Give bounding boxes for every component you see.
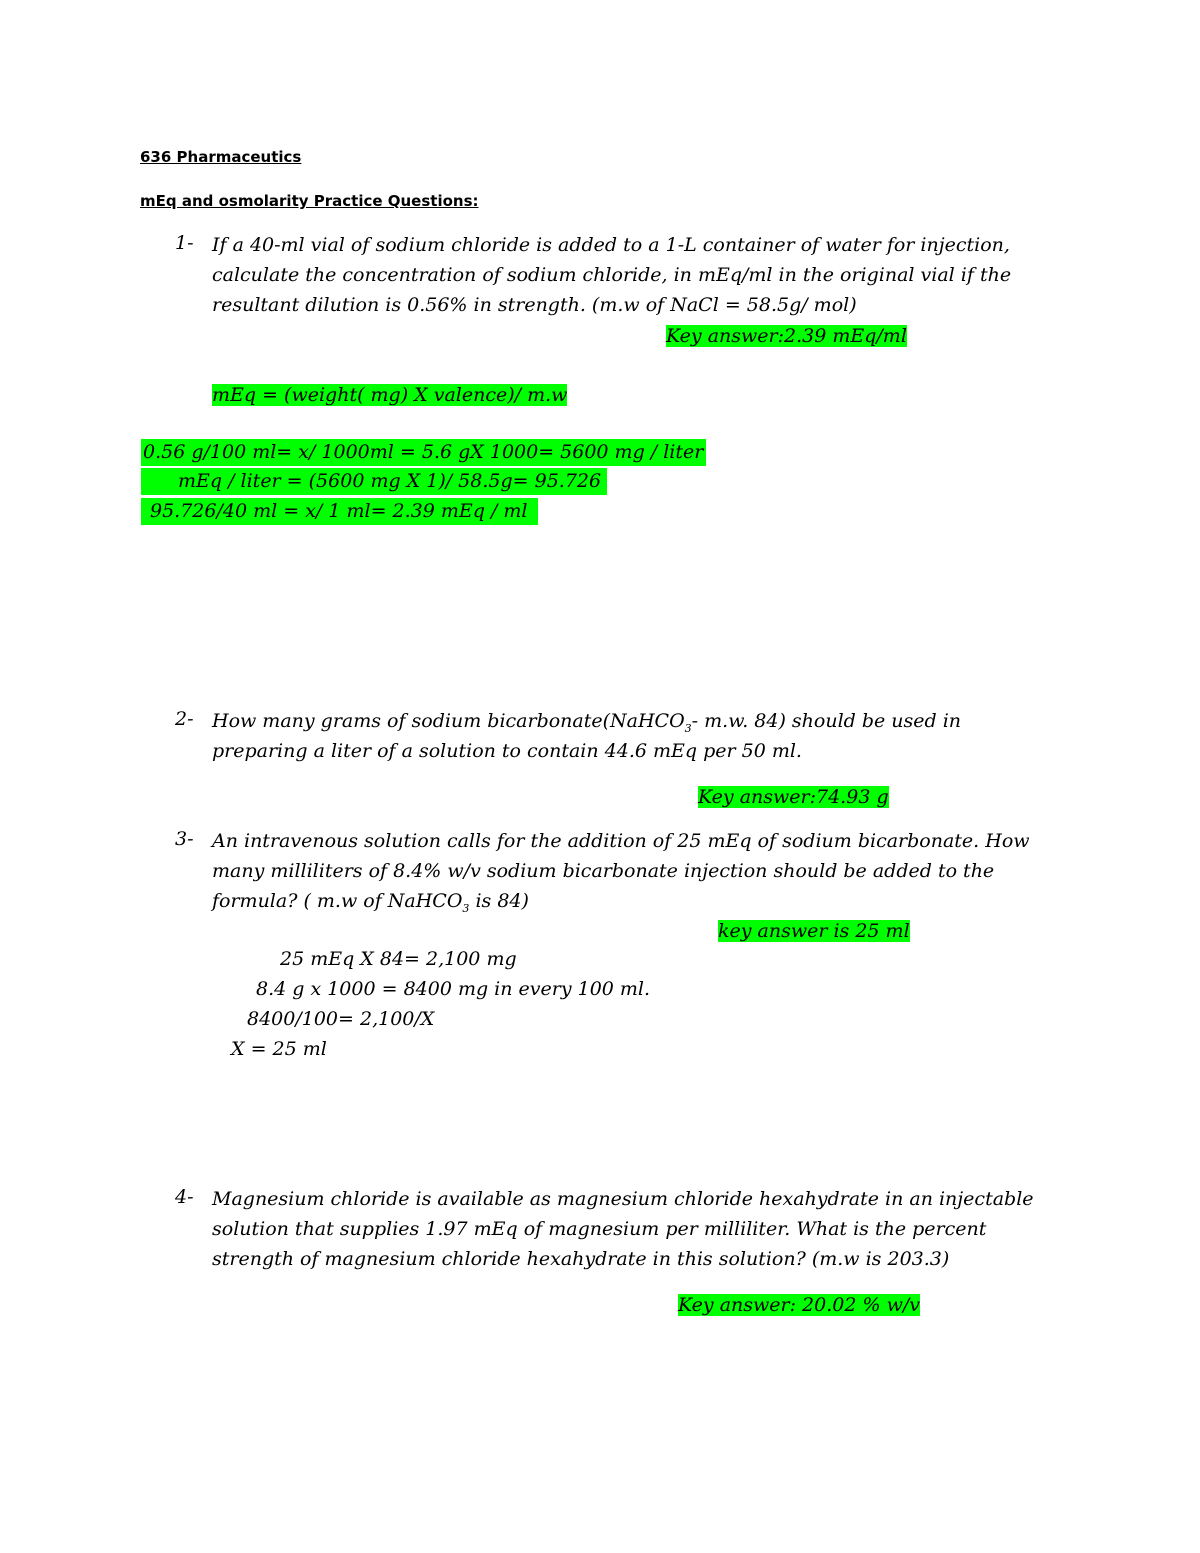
question-line [212, 886, 529, 924]
work-line: 8400/100= 2,100/X [247, 1008, 435, 1030]
formula: mEq = (weight( mg) X valence)/ m.w [212, 384, 568, 406]
subscript: 3 [684, 721, 692, 735]
question-line: An intravenous solution calls for the addition of 25 mEq of sodium bicarbonate. How [212, 830, 1030, 852]
key-answer: Key answer:74.93 g [698, 786, 889, 808]
work-line: 25 mEq X 84= 2,100 mg [280, 948, 517, 970]
question-number: 1- [175, 232, 194, 254]
work-line: 8.4 g x 1000 = 8400 mg in every 100 ml. [256, 978, 651, 1000]
question-line: preparing a liter of a solution to contain 44.6 mEq per 50 ml. [212, 740, 802, 762]
key-answer: Key answer: 20.02 % w/v [678, 1294, 920, 1316]
question-number: 2- [175, 708, 194, 730]
page-subtitle: mEq and osmolarity Practice Questions: [140, 192, 479, 210]
question-text: How many grams of sodium bicarbonate(NaHCO [212, 710, 685, 732]
page-title: 636 Pharmaceutics [140, 148, 302, 166]
work-line: X = 25 ml [231, 1038, 327, 1060]
question-number: 3- [175, 828, 194, 850]
question-line: Magnesium chloride is available as magnesium chloride hexahydrate in an injectable [212, 1188, 1034, 1210]
question-line: strength of magnesium chloride hexahydrate in this solution? (m.w is 203.3) [212, 1248, 950, 1270]
work-line: 0.56 g/100 ml= x/ 1000ml = 5.6 gX 1000= 5600 mg / liter [143, 441, 704, 463]
question-line: many milliliters of 8.4% w/v sodium bicarbonate injection should be added to the [212, 860, 995, 882]
work-line: 95.726/40 ml = x/ 1 ml= 2.39 mEq / ml [150, 500, 528, 522]
key-answer: Key answer:2.39 mEq/ml [666, 325, 907, 347]
question-line: solution that supplies 1.97 mEq of magnesium per milliliter. What is the percent [212, 1218, 987, 1240]
question-line: If a 40-ml vial of sodium chloride is added to a 1-L container of water for injection, [212, 234, 1010, 256]
question-line: resultant dilution is 0.56% in strength. (m.w of NaCl = 58.5g/ mol) [212, 294, 857, 316]
question-text: formula? ( m.w of NaHCO [212, 890, 463, 912]
subscript: 3 [462, 901, 470, 915]
question-line: calculate the concentration of sodium chloride, in mEq/ml in the original vial if the [212, 264, 1012, 286]
question-text: is 84) [469, 890, 529, 912]
question-text: - m.w. 84) should be used in [691, 710, 962, 732]
key-answer: key answer is 25 ml [718, 920, 910, 942]
question-number: 4- [175, 1186, 194, 1208]
work-line: mEq / liter = (5600 mg X 1)/ 58.5g= 95.726 [178, 470, 602, 492]
